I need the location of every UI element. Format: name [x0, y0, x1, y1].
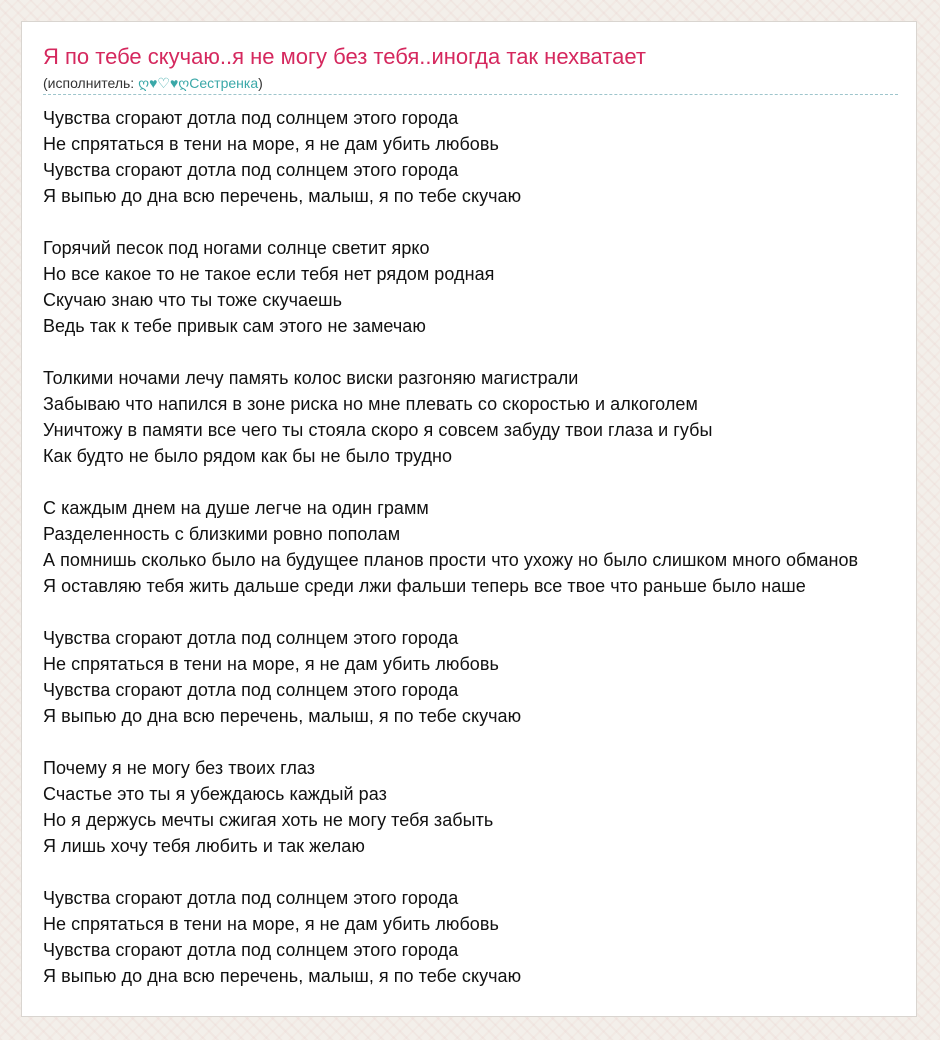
lyric-line: Не спрятаться в тени на море, я не дам убить любовь: [43, 914, 499, 934]
stanza-chorus-2: [43, 625, 940, 729]
lyric-line: Но все какое то не такое если тебя нет рядом родная: [43, 264, 495, 284]
lyric-line: Чувства сгорают дотла под солнцем этого города: [43, 108, 459, 128]
lyric-line: Толкими ночами лечу память колос виски разгоняю магистрали: [43, 368, 579, 388]
lyrics-text: [43, 105, 940, 1015]
artist-suffix: ): [258, 75, 263, 91]
lyric-line: Я выпью до дна всю перечень, малыш, я по тебе скучаю: [43, 186, 522, 206]
lyric-line: Как будто не было рядом как бы не было трудно: [43, 446, 453, 466]
lyric-line: Чувства сгорают дотла под солнцем этого города: [43, 888, 459, 908]
lyric-line: Чувства сгорают дотла под солнцем этого города: [43, 680, 459, 700]
lyric-line: Чувства сгорают дотла под солнцем этого города: [43, 160, 459, 180]
lyric-line: Разделенность с близкими ровно пополам: [43, 524, 401, 544]
lyric-line: Уничтожу в памяти все чего ты стояла скоро я совсем забуду твои глаза и губы: [43, 420, 713, 440]
lyric-line: А помнишь сколько было на будущее планов прости что ухожу но было слишком много обманов: [43, 550, 859, 570]
lyric-line: Горячий песок под ногами солнце светит ярко: [43, 238, 430, 258]
lyric-line: Счастье это ты я убеждаюсь каждый раз: [43, 784, 387, 804]
artist-line: [43, 74, 263, 92]
lyric-line: Забываю что напился в зоне риска но мне плевать со скоростью и алкоголем: [43, 394, 698, 414]
lyric-line: Не спрятаться в тени на море, я не дам убить любовь: [43, 134, 499, 154]
stanza-verse-2: [43, 365, 940, 469]
stanza-chorus-1: [43, 105, 940, 209]
lyric-line: Не спрятаться в тени на море, я не дам убить любовь: [43, 654, 499, 674]
lyric-line: Я лишь хочу тебя любить и так желаю: [43, 836, 365, 856]
lyric-line: Ведь так к тебе привык сам этого не замечаю: [43, 316, 426, 336]
lyric-line: Почему я не могу без твоих глаз: [43, 758, 316, 778]
stanza-verse-1: [43, 235, 940, 339]
artist-link[interactable]: ღ♥♡♥ღСестренка: [138, 75, 259, 91]
lyric-line: Я выпью до дна всю перечень, малыш, я по тебе скучаю: [43, 966, 522, 986]
lyric-line: Чувства сгорают дотла под солнцем этого города: [43, 628, 459, 648]
stanza-verse-4: [43, 755, 940, 859]
song-title: Я по тебе скучаю..я не могу без тебя..иногда так нехватает: [43, 44, 646, 69]
lyric-line: Скучаю знаю что ты тоже скучаешь: [43, 290, 343, 310]
title-divider: [43, 94, 898, 95]
artist-prefix: (исполнитель:: [43, 75, 139, 91]
lyric-line: Но я держусь мечты сжигая хоть не могу тебя забыть: [43, 810, 494, 830]
lyric-line: Я выпью до дна всю перечень, малыш, я по тебе скучаю: [43, 706, 522, 726]
lyric-line: Я оставляю тебя жить дальше среди лжи фальши теперь все твое что раньше было наше: [43, 576, 806, 596]
lyric-line: Чувства сгорают дотла под солнцем этого города: [43, 940, 459, 960]
lyric-line: С каждым днем на душе легче на один грамм: [43, 498, 429, 518]
stanza-chorus-3: [43, 885, 940, 989]
stanza-verse-3: [43, 495, 940, 599]
lyrics-card: [21, 21, 917, 1017]
